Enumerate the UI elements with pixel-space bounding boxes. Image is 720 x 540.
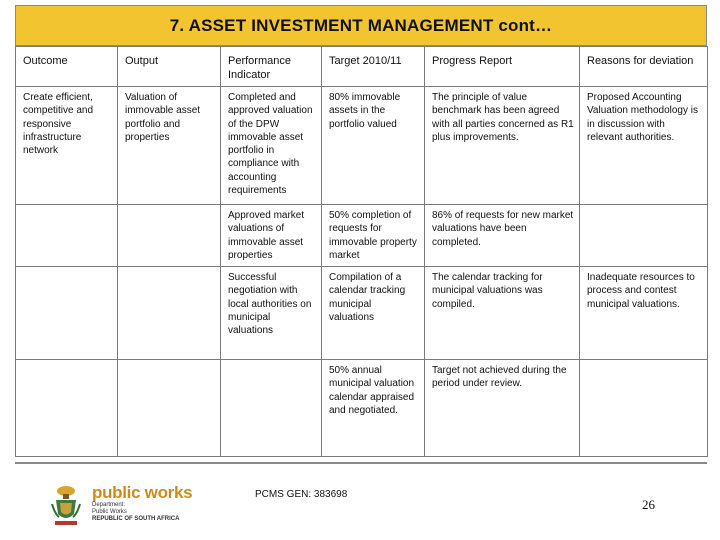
slide-title: 7. ASSET INVESTMENT MANAGEMENT cont…	[15, 5, 707, 46]
cell-output: Valuation of immovable asset portfolio and properties	[118, 87, 221, 205]
table-row	[16, 87, 708, 205]
cell-indicator: Successful negotiation with local authorities on municipal valuations	[221, 267, 322, 360]
cell-target: Compilation of a calendar tracking municipal valuations	[322, 267, 425, 360]
header-output: Output	[118, 47, 221, 87]
performance-table	[15, 46, 708, 457]
logo-department-name: Public Works	[92, 509, 127, 515]
footer-divider	[15, 462, 707, 464]
cell-target: 50% annual municipal valuation calendar appraised and negotiated.	[322, 360, 425, 457]
header-target: Target 2010/11	[322, 47, 425, 87]
cell-indicator	[221, 360, 322, 457]
header-outcome: Outcome	[16, 47, 118, 87]
table-row	[16, 267, 708, 360]
logo-country: REPUBLIC OF SOUTH AFRICA	[92, 516, 180, 522]
cell-outcome	[16, 205, 118, 267]
cell-outcome	[16, 360, 118, 457]
cell-output	[118, 360, 221, 457]
table-row	[16, 205, 708, 267]
cell-output	[118, 267, 221, 360]
cell-reasons	[580, 360, 708, 457]
header-reasons-for-deviation: Reasons for deviation	[580, 47, 708, 87]
cell-target: 50% completion of requests for immovable property market	[322, 205, 425, 267]
table-row	[16, 360, 708, 457]
cell-reasons: Proposed Accounting Valuation methodology is in discussion with relevant authorities.	[580, 87, 708, 205]
page-number: 26	[642, 497, 655, 512]
cell-progress: Target not achieved during the period under review.	[425, 360, 580, 457]
cell-outcome	[16, 267, 118, 360]
header-progress-report: Progress Report	[425, 47, 580, 87]
logo-department: Department:	[92, 502, 126, 508]
cell-target: 80% immovable assets in the portfolio valued	[322, 87, 425, 205]
cell-output	[118, 205, 221, 267]
document-code: PCMS GEN: 383698	[255, 489, 348, 500]
cell-reasons: Inadequate resources to process and contest municipal valuations.	[580, 267, 708, 360]
cell-progress: 86% of requests for new market valuations have been completed.	[425, 205, 580, 267]
cell-outcome: Create efficient, competitive and responsive infrastructure network	[16, 87, 118, 205]
cell-progress: The principle of value benchmark has been agreed with all parties concerned as R1 plus improvements.	[425, 87, 580, 205]
cell-indicator: Approved market valuations of immovable asset properties	[221, 205, 322, 267]
logo-wordmark: public works	[92, 483, 193, 502]
header-performance-indicator: Performance Indicator	[221, 47, 322, 87]
cell-reasons	[580, 205, 708, 267]
table-header-row	[16, 47, 708, 87]
public-works-logo	[92, 484, 192, 523]
coat-of-arms-icon	[50, 484, 82, 528]
cell-progress: The calendar tracking for municipal valuations was compiled.	[425, 267, 580, 360]
cell-indicator: Completed and approved valuation of the DPW immovable asset portfolio in compliance with accounting requirements	[221, 87, 322, 205]
